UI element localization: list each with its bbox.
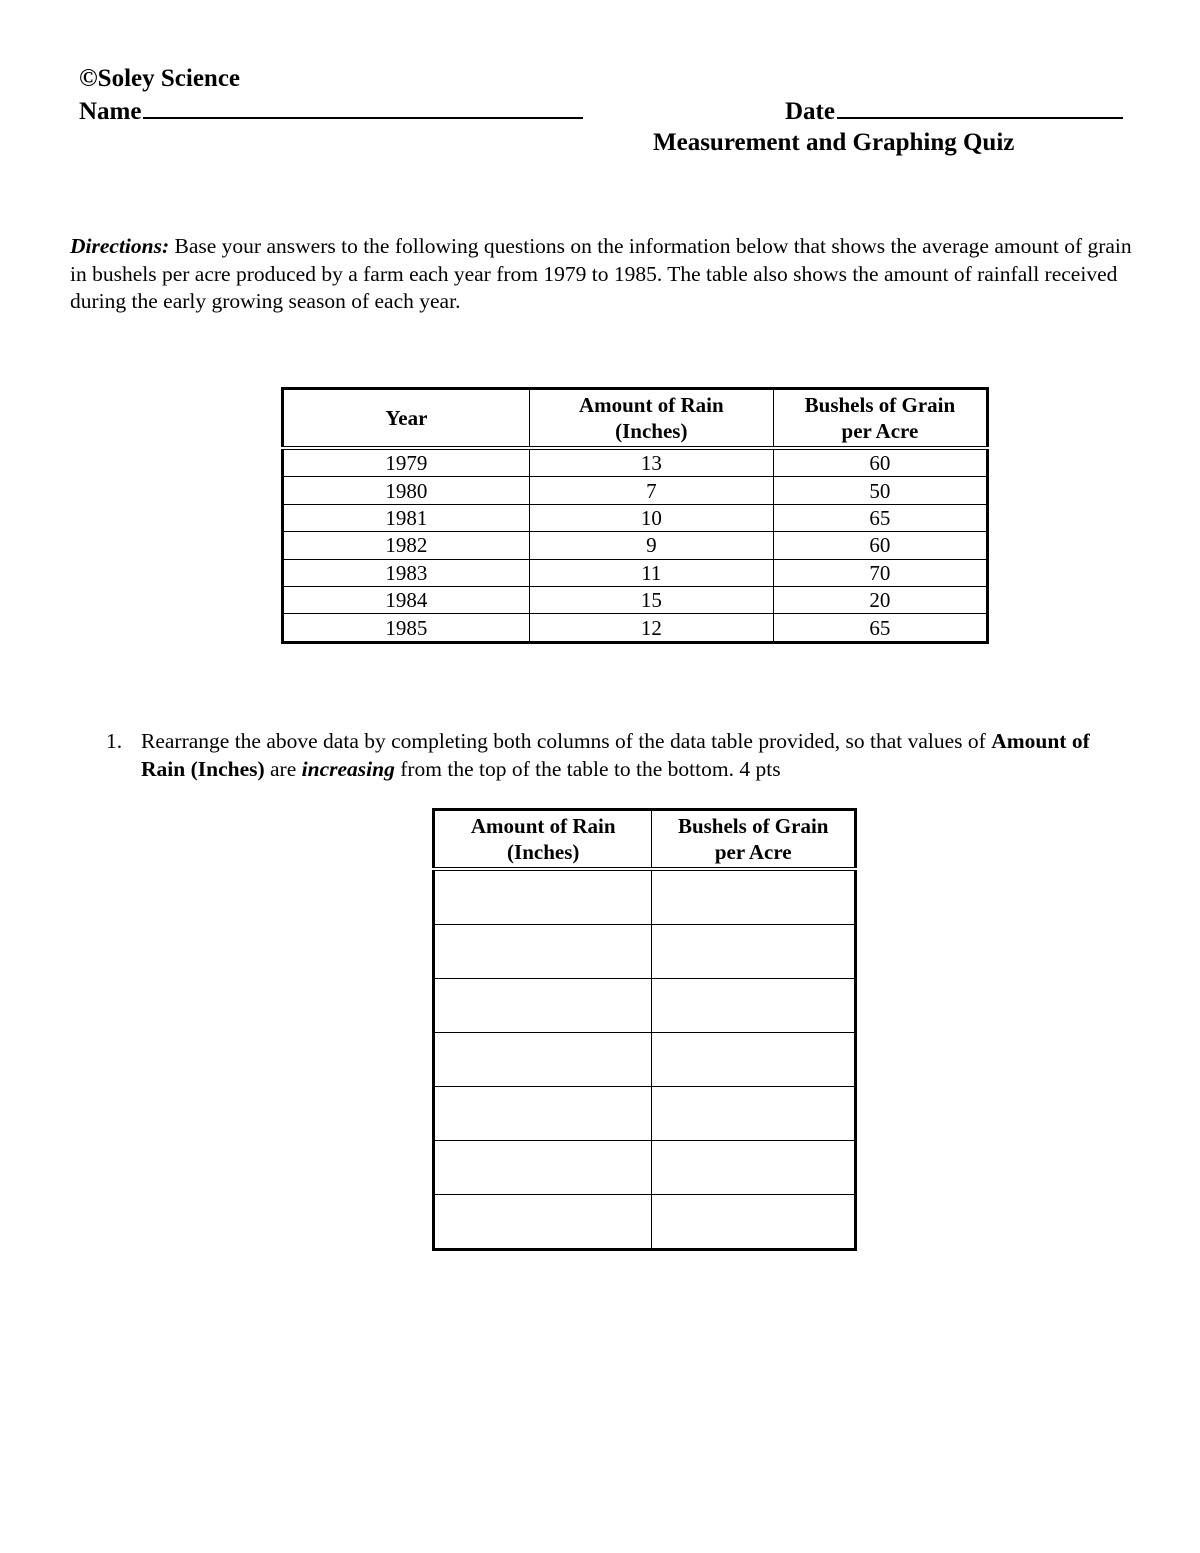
table-row: [283, 586, 988, 613]
header-rain: [434, 810, 652, 870]
answer-cell-grain[interactable]: [652, 869, 856, 925]
header-grain-line1: Bushels of Grain: [677, 814, 829, 838]
question-text: [141, 728, 1126, 783]
table-row: [283, 532, 988, 559]
header-grain-line2: per Acre: [841, 419, 919, 443]
question-emphasis-rain: Amount of Rain (Inches): [141, 729, 1090, 781]
header-year: Year: [283, 389, 530, 449]
answer-row: [434, 979, 856, 1033]
answer-cell-grain[interactable]: [652, 1195, 856, 1250]
cell-rain: 11: [529, 559, 773, 586]
answer-cell-rain[interactable]: [434, 869, 652, 925]
directions-lead: Directions:: [70, 234, 170, 258]
table-row: [283, 559, 988, 586]
question-1: [106, 728, 1126, 783]
question-number: 1.: [106, 729, 123, 753]
table-header-row: [434, 810, 856, 870]
name-label: Name: [79, 98, 142, 125]
header-rain-line2: (Inches): [615, 419, 688, 443]
answer-table: [432, 808, 857, 1251]
cell-grain: 50: [773, 477, 987, 504]
cell-year: 1979: [283, 448, 530, 477]
name-blank-line[interactable]: [143, 95, 583, 119]
cell-grain: 20: [773, 586, 987, 613]
cell-rain: 10: [529, 504, 773, 531]
header-grain: [652, 810, 856, 870]
cell-year: 1983: [283, 559, 530, 586]
answer-cell-rain[interactable]: [434, 925, 652, 979]
question-text-part: are: [264, 756, 302, 781]
cell-year: 1982: [283, 532, 530, 559]
cell-grain: 60: [773, 532, 987, 559]
cell-rain: 15: [529, 586, 773, 613]
cell-grain: 65: [773, 504, 987, 531]
answer-row: [434, 869, 856, 925]
cell-rain: 13: [529, 448, 773, 477]
answer-row: [434, 1195, 856, 1250]
question-text-part: Rearrange the above data by completing both columns of the data table provided, so that values of: [141, 729, 992, 753]
answer-cell-grain[interactable]: [652, 925, 856, 979]
answer-cell-grain[interactable]: [652, 1141, 856, 1195]
answer-cell-rain[interactable]: [434, 1195, 652, 1250]
answer-cell-rain[interactable]: [434, 1033, 652, 1087]
name-field: [79, 95, 583, 127]
cell-year: 1984: [283, 586, 530, 613]
cell-rain: 9: [529, 532, 773, 559]
answer-row: [434, 1141, 856, 1195]
answer-cell-rain[interactable]: [434, 1087, 652, 1141]
header-grain: [773, 389, 987, 449]
cell-year: 1980: [283, 477, 530, 504]
quiz-title: Measurement and Graphing Quiz: [653, 129, 1015, 156]
rain-grain-data-table: [281, 387, 989, 644]
cell-year: 1981: [283, 504, 530, 531]
table-row: [283, 477, 988, 504]
cell-grain: 60: [773, 448, 987, 477]
directions-text: Base your answers to the following questions on the information below that shows the average amount of grain in bushels per acre produced by a farm each year from 1979 to 1985. The table also shows the amount of rainfall received during the early growing season of each year.: [70, 234, 1132, 313]
directions-paragraph: [70, 233, 1140, 316]
answer-cell-grain[interactable]: [652, 979, 856, 1033]
answer-cell-grain[interactable]: [652, 1087, 856, 1141]
cell-rain: 7: [529, 477, 773, 504]
table-row: [283, 504, 988, 531]
answer-cell-rain[interactable]: [434, 979, 652, 1033]
answer-row: [434, 1033, 856, 1087]
date-label: Date: [785, 98, 835, 125]
header-rain-line1: Amount of Rain: [470, 814, 616, 838]
table-header-row: [283, 389, 988, 449]
answer-cell-grain[interactable]: [652, 1033, 856, 1087]
question-text-part: from the top of the table to the bottom. 4 pts: [394, 756, 781, 781]
answer-row: [434, 1087, 856, 1141]
answer-row: [434, 925, 856, 979]
header-rain-line1: Amount of Rain: [578, 393, 724, 417]
cell-rain: 12: [529, 614, 773, 642]
answer-cell-rain[interactable]: [434, 1141, 652, 1195]
question-emphasis-increasing: increasing: [301, 756, 395, 781]
copyright-notice: ©Soley Science: [79, 65, 241, 92]
header-rain: [529, 389, 773, 449]
header-grain-line1: Bushels of Grain: [804, 393, 956, 417]
date-blank-line[interactable]: [837, 95, 1123, 119]
header-rain-line2: (Inches): [507, 840, 580, 864]
date-field: [785, 95, 1123, 127]
cell-grain: 65: [773, 614, 987, 642]
cell-grain: 70: [773, 559, 987, 586]
table-row: [283, 614, 988, 642]
cell-year: 1985: [283, 614, 530, 642]
table-row: [283, 448, 988, 477]
header-grain-line2: per Acre: [714, 840, 792, 864]
